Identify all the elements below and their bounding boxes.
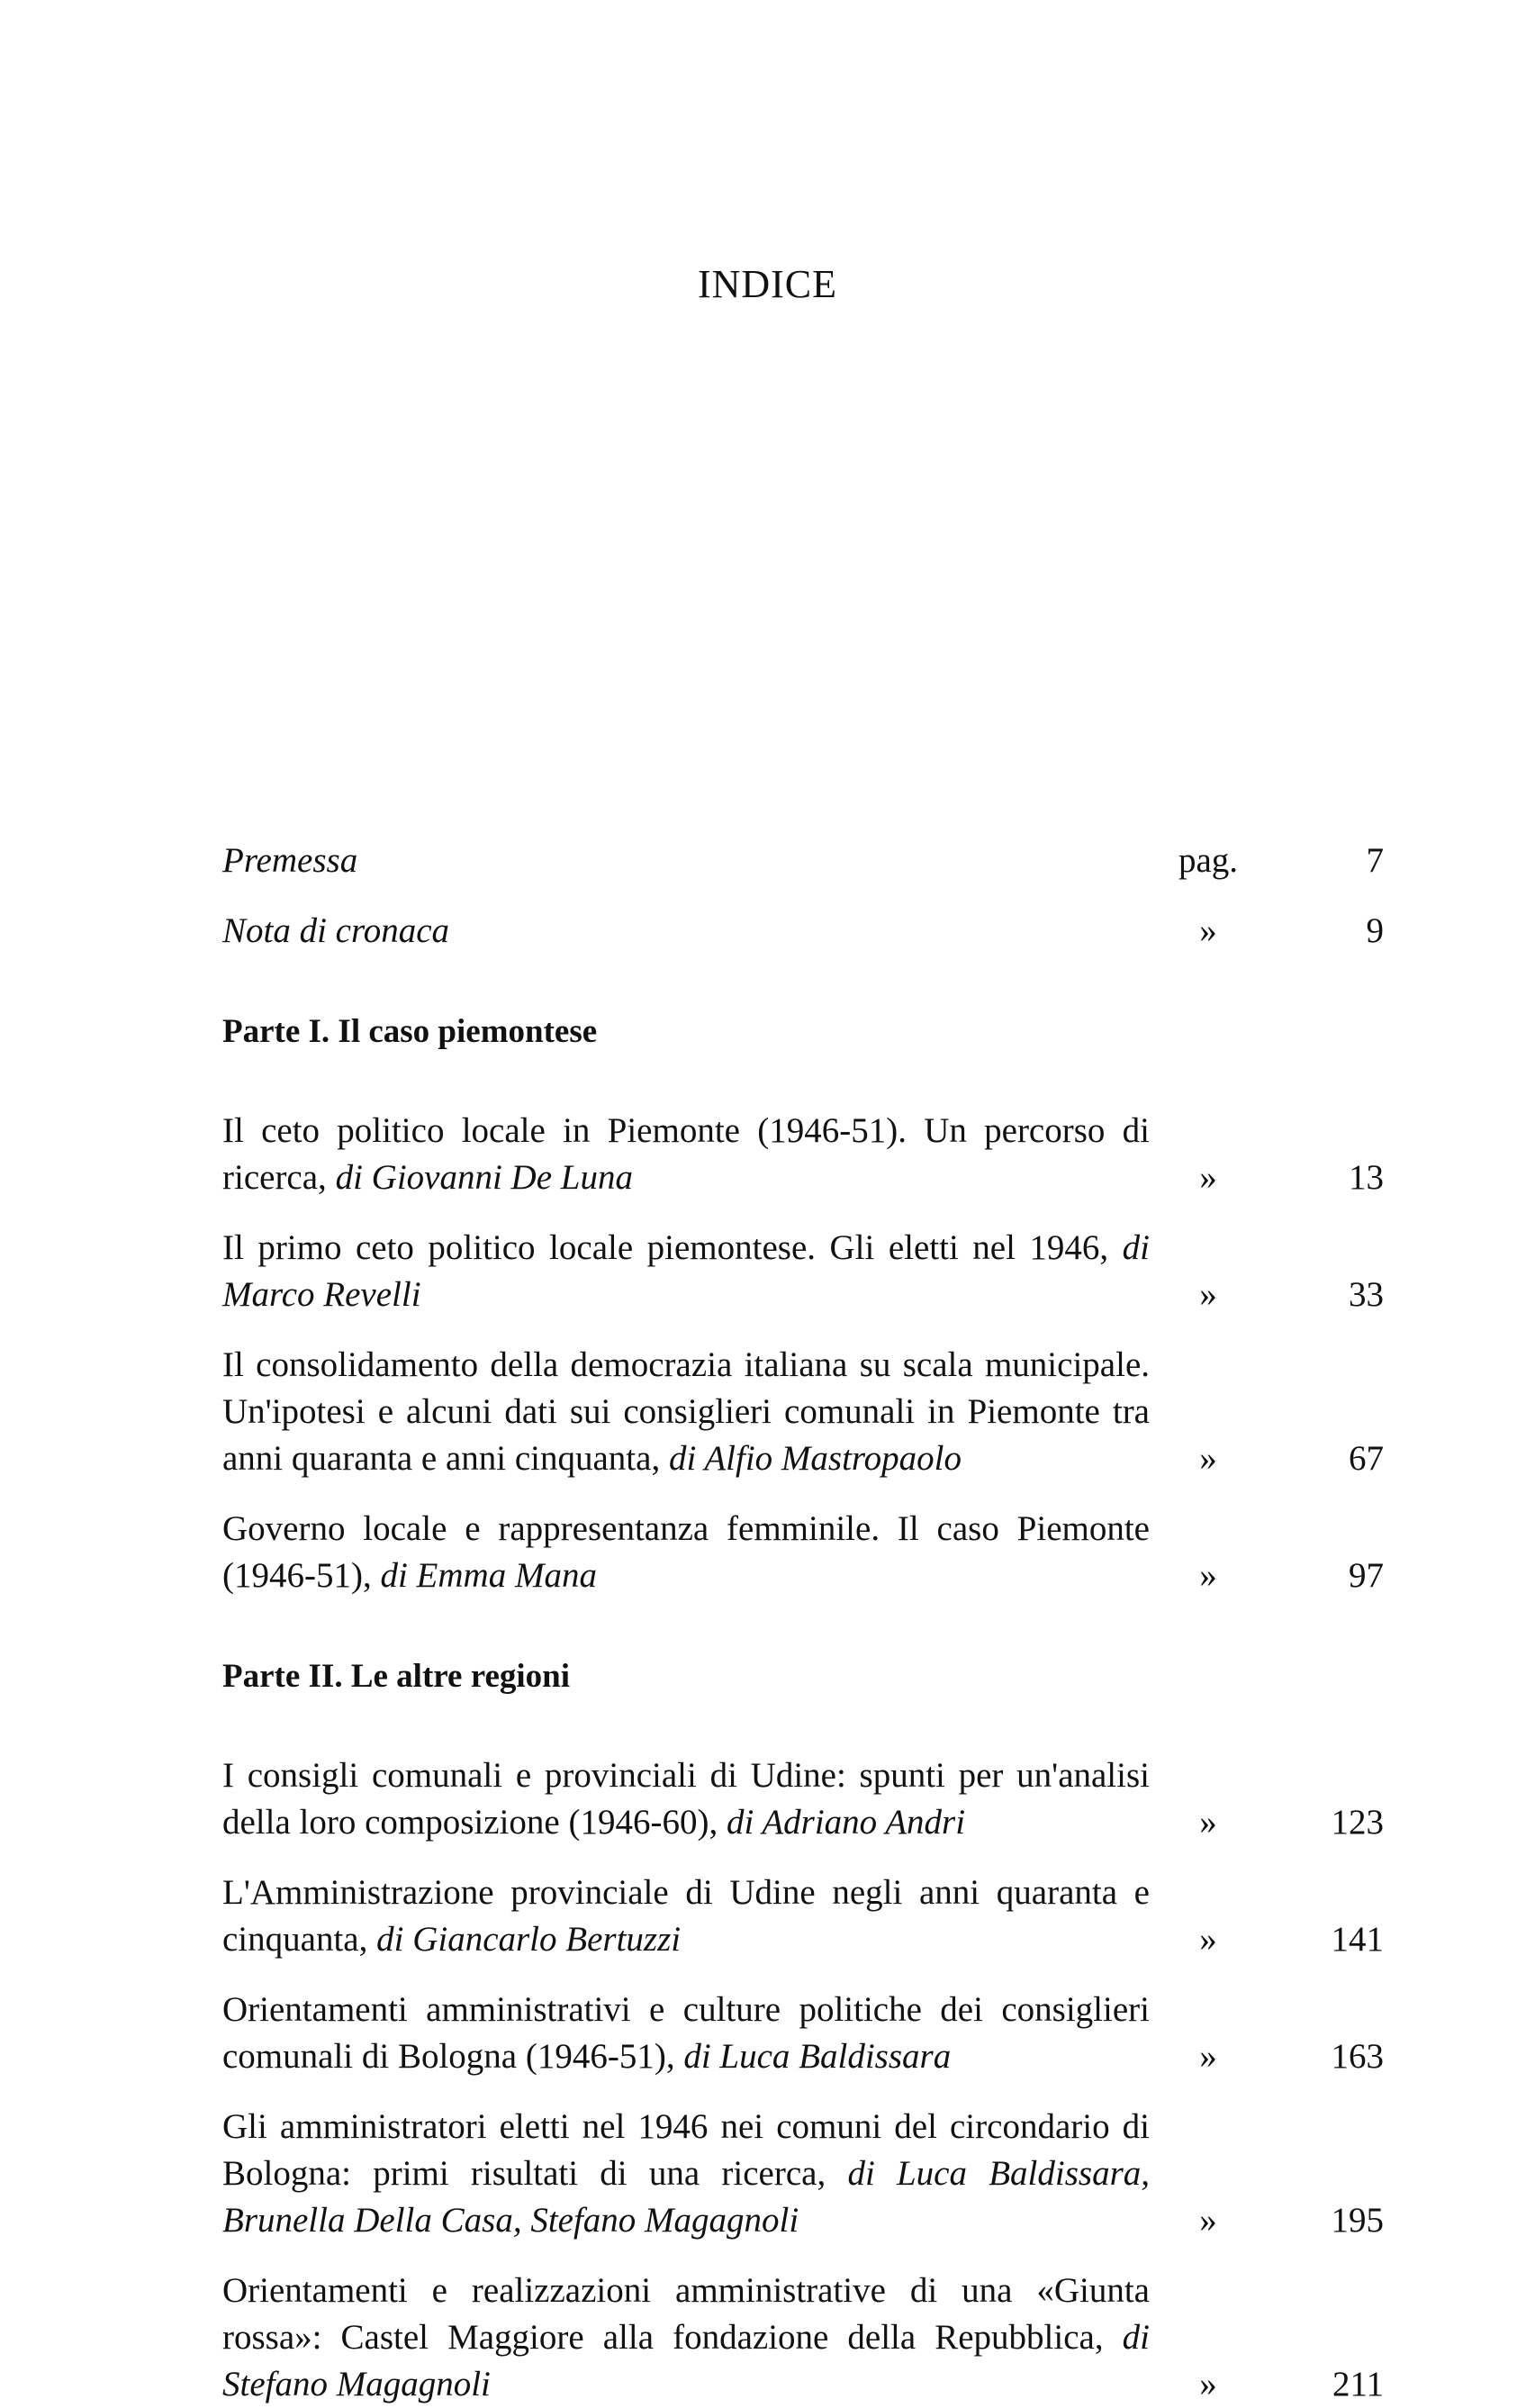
toc-entry-author: di Giovanni De Luna xyxy=(335,1158,633,1197)
toc-entry[interactable] xyxy=(222,1108,1384,1201)
toc-page-number: 97 xyxy=(1349,1556,1384,1595)
toc-page-marker: » xyxy=(1199,1920,1217,1959)
toc-page-number: 67 xyxy=(1349,1439,1384,1478)
toc-page-number: 7 xyxy=(1366,841,1384,880)
toc-entry-author: di Adriano Andri xyxy=(726,1803,966,1842)
part-heading: Parte II. Le altre regioni xyxy=(222,1658,571,1695)
toc-page-marker: » xyxy=(1199,1158,1217,1197)
toc-page-number: 9 xyxy=(1366,911,1384,950)
toc-page-marker: pag. xyxy=(1178,841,1239,880)
toc-page-number: 33 xyxy=(1349,1275,1384,1314)
toc-entry-title: Premessa xyxy=(222,841,358,880)
toc-entry[interactable] xyxy=(222,1987,1384,2080)
toc-entry-title: L'Amministrazione provinciale di Udine negli anni quaranta e cinquanta, xyxy=(222,1873,1150,1959)
toc-entry-premessa[interactable] xyxy=(222,837,1384,884)
toc-entry[interactable] xyxy=(222,1752,1384,1846)
part-heading: Parte I. Il caso piemontese xyxy=(222,1013,598,1050)
toc-entry-title: Nota di cronaca xyxy=(222,911,450,950)
toc-entry[interactable] xyxy=(222,1225,1384,1318)
toc-entry-author: di Marco Revelli xyxy=(222,1228,1151,1314)
toc-page-marker: » xyxy=(1199,1275,1217,1314)
toc-page-marker: » xyxy=(1199,2201,1217,2240)
toc-entry-author: di Luca Baldissara, Brunella Della Casa, Stefano Magagnoli xyxy=(222,2154,1150,2240)
toc-page-number: 123 xyxy=(1331,1803,1384,1842)
toc-entry-title: Il ceto politico locale in Piemonte (1946-51). Un percorso di ricerca, xyxy=(222,1111,1150,1197)
toc-page-number: 211 xyxy=(1332,2365,1384,2403)
toc-page-marker: » xyxy=(1199,1556,1217,1595)
toc-entry[interactable] xyxy=(222,2268,1384,2408)
toc-entry-title: Il consolidamento della democrazia italiana su scala municipale. Un'ipotesi e alcuni dati sui consiglieri comunali in Piemonte tra anni quaranta e anni cinquanta, xyxy=(222,1345,1150,1478)
toc-page-number: 13 xyxy=(1349,1158,1384,1197)
toc-page-marker: » xyxy=(1199,1439,1217,1478)
toc-entry-title: I consigli comunali e provinciali di Udine: spunti per un'analisi della loro composizione (1946-60), xyxy=(222,1756,1150,1842)
toc-entry-author: di Giancarlo Bertuzzi xyxy=(376,1920,682,1959)
toc-entry-title: Orientamenti e realizzazioni amministrative di una «Giunta rossa»: Castel Maggiore alla fondazione della Repubblica, xyxy=(222,2271,1150,2357)
toc-entry-title: Orientamenti amministrativi e culture politiche dei consiglieri comunali di Bologna (1946-51), xyxy=(222,1990,1150,2076)
toc-entry[interactable] xyxy=(222,1869,1384,1963)
toc-page-marker: » xyxy=(1199,911,1217,950)
toc-page-marker: » xyxy=(1199,1803,1217,1842)
toc-entry-author: di Alfio Mastropaolo xyxy=(668,1439,962,1478)
page-title: INDICE xyxy=(697,262,838,306)
toc-page-number: 195 xyxy=(1331,2201,1384,2240)
toc-entry-title: Il primo ceto politico locale piemontese. Gli eletti nel 1946, xyxy=(222,1228,1109,1267)
toc-entry-author: di Luca Baldissara xyxy=(683,2037,952,2076)
table-of-contents xyxy=(222,837,1384,2408)
toc-entry-author: di Stefano Magagnoli xyxy=(222,2318,1151,2403)
toc-entry-nota-di-cronaca[interactable] xyxy=(222,908,1384,955)
toc-page-number: 141 xyxy=(1331,1920,1384,1959)
toc-entry[interactable] xyxy=(222,2104,1384,2244)
toc-entry[interactable] xyxy=(222,1342,1384,1482)
toc-page-number: 163 xyxy=(1331,2037,1384,2076)
toc-entry-title: Governo locale e rappresentanza femminile. Il caso Piemonte (1946-51), xyxy=(222,1509,1150,1595)
toc-entry-title: Gli amministratori eletti nel 1946 nei comuni del circondario di Bologna: primi risultati di una ricerca, xyxy=(222,2107,1150,2193)
toc-page-marker: » xyxy=(1199,2365,1217,2403)
toc-page-marker: » xyxy=(1199,2037,1217,2076)
toc-entry[interactable] xyxy=(222,1506,1384,1599)
toc-entry-author: di Emma Mana xyxy=(380,1556,597,1595)
